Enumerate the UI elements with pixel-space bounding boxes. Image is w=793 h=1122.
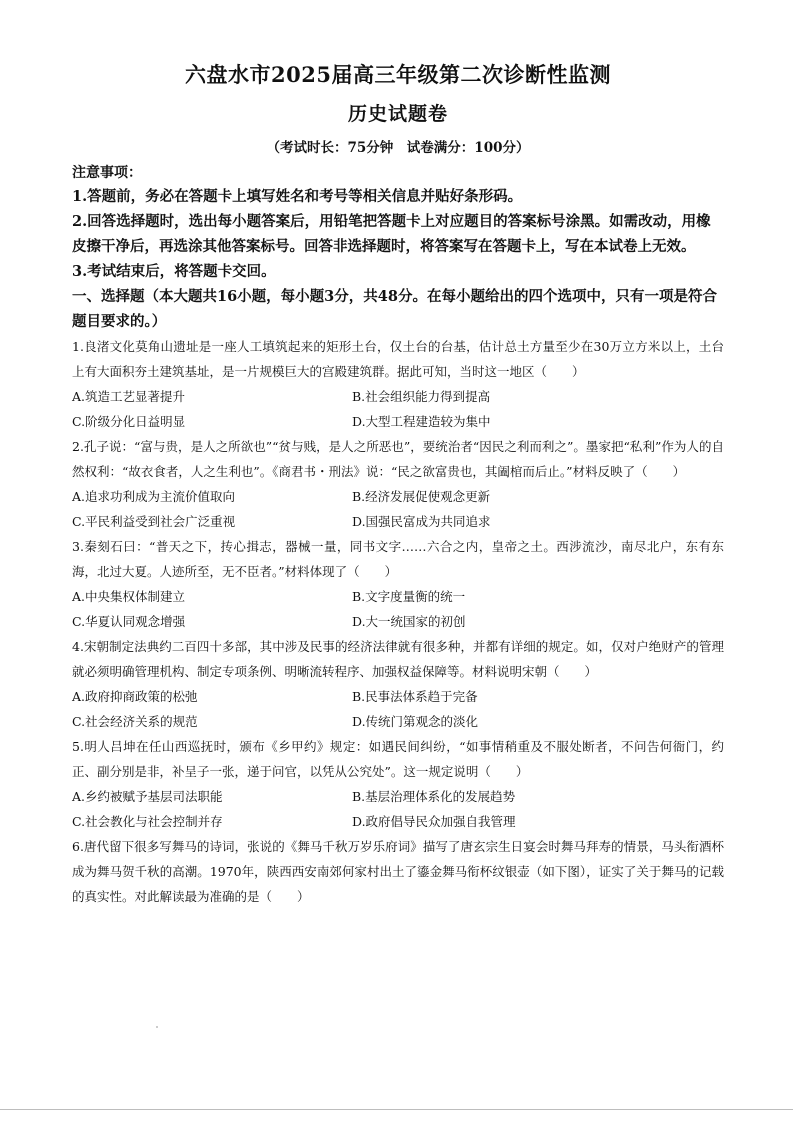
notice-heading: 注意事项： <box>72 165 142 181</box>
question-stem: 4.宋朝制定法典约二百四十多部，其中涉及民事的经济法律就有很多种，并都有详细的规定。如，仅对户绝财产的管理就必须明确管理机构、制定专项条例、明晰流转程序、加强权益保障等。材料说明宋朝（ ） <box>72 639 724 679</box>
option-b: B.文字度量衡的统一 <box>352 589 466 604</box>
question-stem: 6.唐代留下很多写舞马的诗词，张说的《舞马千秋万岁乐府词》描写了唐玄宗生日宴会时舞马拜寿的情景，马头衔酒杯成为舞马贺千秋的高潮。1970年，陕西西安南郊何家村出土了鎏金舞马衔杯纹银壶（如下图），证实了关于舞马的记载的真实性。对此解读最为准确的是（ ） <box>72 839 724 904</box>
exam-duration-score: （考试时长：75分钟 试卷满分：100分） <box>266 140 530 156</box>
option-a: A.追求功利成为主流价值取向 <box>72 489 236 504</box>
option-c: C.社会教化与社会控制并存 <box>72 814 223 829</box>
option-c: C.阶级分化日益明显 <box>72 414 186 429</box>
question-stem: 2.孔子说：“富与贵，是人之所欲也”“贫与贱，是人之所恶也”，要统治者“因民之利而利之”。墨家把“私利”作为人的自然权利：“故衣食者，人之生利也”。《商君书・刑法》说：“民之欲富贵也，其阖棺而后止。”材料反映了（ ） <box>72 439 724 479</box>
option-d: D.大型工程建造较为集中 <box>352 414 491 429</box>
exam-subtitle: 历史试题卷 <box>347 103 448 125</box>
exam-page <box>72 58 724 909</box>
question-options <box>72 684 724 734</box>
option-c: C.华夏认同观念增强 <box>72 614 186 629</box>
page-bottom-divider <box>0 1109 793 1110</box>
question-stem: 1.良渚文化莫角山遗址是一座人工填筑起来的矩形土台，仅土台的台基，估计总土方量至少在30万立方米以上，土台上有大面积夯土建筑基址，是一片规模巨大的宫殿建筑群。据此可知，当时这一地区（ ） <box>72 339 724 379</box>
option-b: B.经济发展促使观念更新 <box>352 489 491 504</box>
question-options <box>72 384 724 434</box>
option-a: A.乡约被赋予基层司法职能 <box>72 789 223 804</box>
option-b: B.基层治理体系化的发展趋势 <box>352 789 516 804</box>
option-b: B.民事法体系趋于完备 <box>352 689 478 704</box>
question-options <box>72 584 724 634</box>
option-a: A.中央集权体制建立 <box>72 589 186 604</box>
option-a: A.政府抑商政策的松弛 <box>72 689 198 704</box>
notice-item: 1.答题前，务必在答题卡上填写姓名和考号等相关信息并贴好条形码。 <box>72 188 523 205</box>
notice-item: 3.考试结束后，将答题卡交回。 <box>72 263 276 280</box>
option-c: C.平民利益受到社会广泛重视 <box>72 514 236 529</box>
option-d: D.传统门第观念的淡化 <box>352 714 479 729</box>
section-heading: 一、选择题（本大题共16小题，每小题3分，共48分。在每小题给出的四个选项中，只有一项是符合题目要求的。） <box>72 288 717 330</box>
option-a: A.筑造工艺显著提升 <box>72 389 186 404</box>
option-d: D.政府倡导民众加强自我管理 <box>352 814 516 829</box>
scan-speck <box>156 1026 158 1028</box>
question-stem: 3.秦刻石曰：“普天之下，抟心揖志，器械一量，同书文字……六合之内，皇帝之土。西涉流沙，南尽北户，东有东海，北过大夏。人迹所至，无不臣者。”材料体现了（ ） <box>72 539 724 579</box>
question-options <box>72 484 724 534</box>
question-stem: 5.明人吕坤在任山西巡抚时，颁布《乡甲约》规定：如遇民间纠纷，“如事情稍重及不服处断者，不问告何衙门，约正、副分别是非，补呈子一张，递于问官，以凭从公究处”。这一规定说明（ ） <box>72 739 724 779</box>
exam-title: 六盘水市2025届高三年级第二次诊断性监测 <box>185 62 611 87</box>
option-d: D.国强民富成为共同追求 <box>352 514 491 529</box>
question-options <box>72 784 724 834</box>
option-d: D.大一统国家的初创 <box>352 614 466 629</box>
notice-item: 2.回答选择题时，选出每小题答案后，用铅笔把答题卡上对应题目的答案标号涂黑。如需改动，用橡皮擦干净后，再选涂其他答案标号。回答非选择题时，将答案写在答题卡上，写在本试卷上无效。 <box>72 213 711 255</box>
option-c: C.社会经济关系的规范 <box>72 714 198 729</box>
option-b: B.社会组织能力得到提高 <box>352 389 491 404</box>
